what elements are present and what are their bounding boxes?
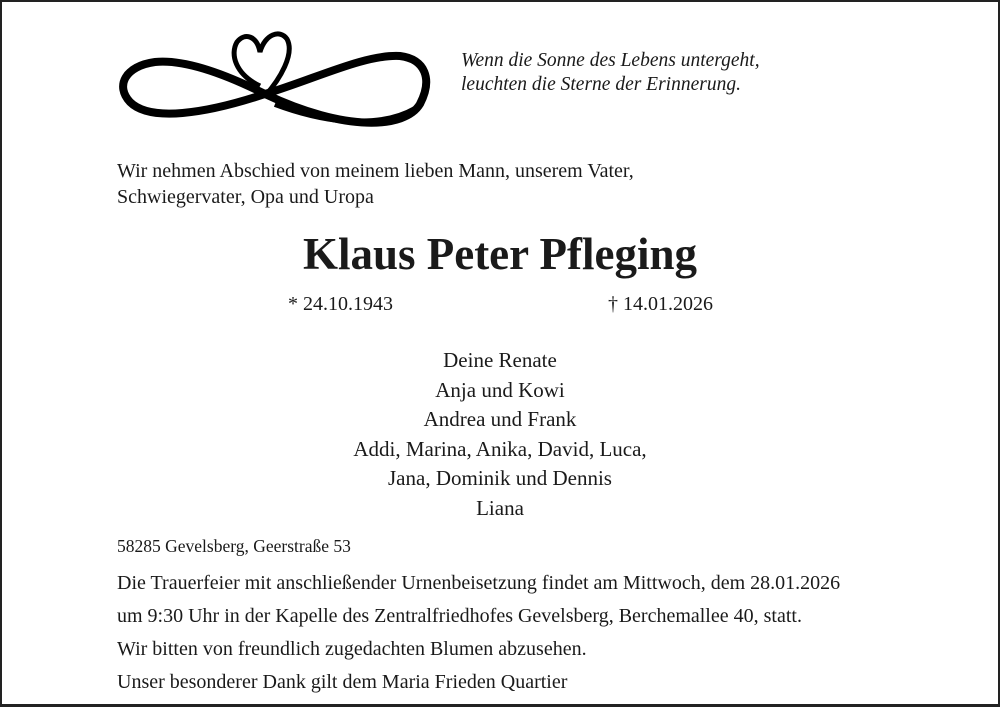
motto-line: Wenn die Sonne des Lebens untergeht,	[461, 50, 760, 71]
deceased-name: Klaus Peter Pfleging	[302, 229, 698, 279]
mourner-line: Anja und Kowi	[435, 377, 565, 402]
intro-text	[117, 158, 634, 210]
intro-line: Schwiegervater, Opa und Uropa	[117, 186, 374, 208]
details-line: Wir bitten von freundlich zugedachten Blumen abzusehen.	[117, 638, 587, 660]
motto	[461, 49, 760, 97]
birth-date: * 24.10.1943	[288, 293, 393, 315]
infinity-heart-icon	[115, 24, 435, 139]
details-line: Die Trauerfeier mit anschließender Urnenbeisetzung findet am Mittwoch, dem 28.01.2026	[117, 572, 841, 594]
death-date: † 14.01.2026	[608, 293, 713, 315]
mourner-line: Liana	[476, 495, 524, 520]
motto-line: leuchten die Sterne der Erinnerung.	[461, 74, 741, 95]
address: 58285 Gevelsberg, Geerstraße 53	[117, 536, 351, 556]
funeral-details	[117, 567, 840, 699]
mourner-line: Addi, Marina, Anika, David, Luca,	[353, 436, 647, 461]
details-line: Unser besonderer Dank gilt dem Maria Frieden Quartier	[117, 671, 568, 693]
mourner-line: Jana, Dominik und Dennis	[388, 466, 612, 491]
mourner-line: Deine Renate	[443, 348, 557, 372]
mourners-list	[0, 346, 1000, 524]
intro-line: Wir nehmen Abschied von meinem lieben Mann, unserem Vater,	[117, 160, 634, 182]
details-line: um 9:30 Uhr in der Kapelle des Zentralfriedhofes Gevelsberg, Berchemallee 40, statt.	[117, 605, 802, 627]
mourner-line: Andrea und Frank	[423, 407, 577, 432]
